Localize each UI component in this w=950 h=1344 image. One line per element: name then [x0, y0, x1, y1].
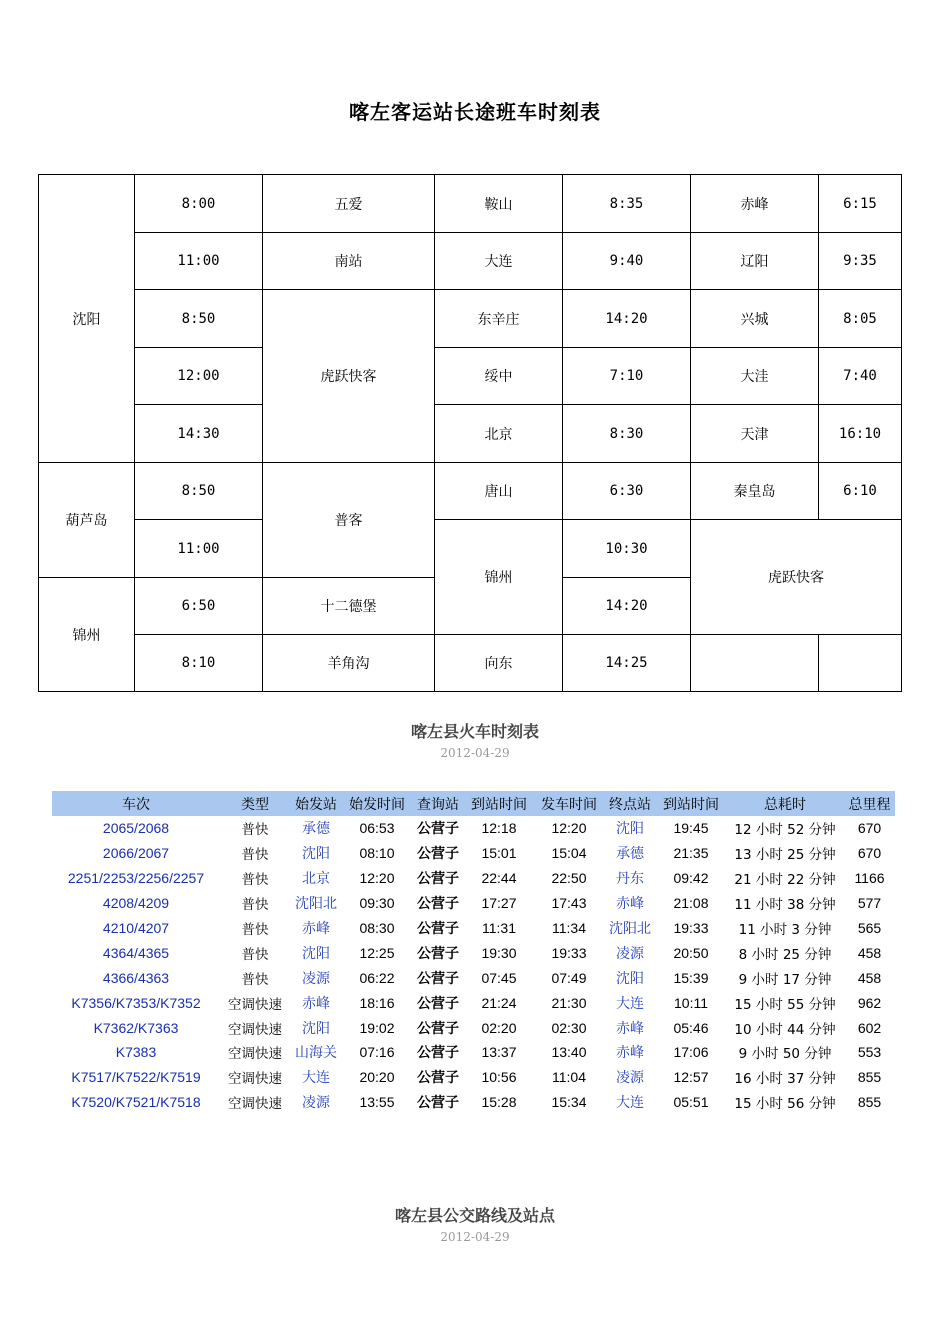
column-header: 查询站: [412, 791, 464, 816]
time-cell: 7:40: [819, 348, 902, 405]
column-header: 总里程: [844, 791, 895, 816]
query-station: 公营子: [417, 945, 459, 962]
destination-cell: 向东: [435, 635, 563, 692]
time-cell: 7:10: [563, 348, 691, 405]
destination-cell: 锦州: [435, 520, 563, 635]
total-duration: 10 小时 44 分钟: [734, 1021, 836, 1038]
departure-time-cell: 6:50: [135, 578, 263, 635]
total-duration: 15 小时 56 分钟: [734, 1096, 836, 1113]
train-type: 空调快速: [228, 996, 282, 1013]
origin-station-link[interactable]: 山海关: [295, 1045, 337, 1062]
origin-station-link[interactable]: 沈阳: [302, 846, 330, 863]
train-type: 空调快速: [228, 1071, 282, 1088]
time-cell: 8:30: [563, 405, 691, 463]
query-station: 公营子: [417, 1095, 459, 1112]
train-table-body: [52, 816, 895, 1115]
total-distance: 458: [857, 969, 882, 986]
total-distance: 855: [857, 1094, 882, 1111]
destination-cell: 秦皇岛: [691, 463, 819, 520]
total-distance: 553: [857, 1044, 882, 1061]
train-type: 普快: [241, 922, 269, 938]
leave-time: 19:33: [551, 944, 587, 961]
destination-cell: 兴城: [691, 290, 819, 348]
departure-time: 18:16: [359, 994, 395, 1011]
time-cell: 10:30: [563, 520, 691, 578]
time-cell: 8:05: [819, 290, 902, 348]
train-number-link[interactable]: K7383: [115, 1044, 157, 1061]
origin-station-link[interactable]: 凌源: [302, 1095, 330, 1112]
table-row: [52, 965, 895, 990]
column-header: 终点站: [604, 791, 656, 816]
departure-time-cell: 11:00: [135, 520, 263, 578]
origin-cell: 葫芦岛: [39, 463, 135, 578]
train-number-link[interactable]: 4210/4207: [102, 920, 170, 936]
route-cell: 十二德堡: [263, 578, 435, 635]
total-distance: 1166: [854, 870, 885, 887]
terminal-station-link[interactable]: 承德: [616, 846, 644, 863]
terminal-station-link[interactable]: 丹东: [616, 871, 644, 888]
total-duration: 16 小时 37 分钟: [734, 1071, 836, 1088]
terminal-station-link[interactable]: 赤峰: [616, 1045, 644, 1062]
leave-time: 13:40: [551, 1044, 587, 1061]
query-station: 公营子: [417, 921, 459, 937]
leave-time: 12:20: [551, 820, 587, 837]
time-cell: 14:25: [563, 635, 691, 692]
arrival-time: 13:37: [481, 1044, 517, 1061]
terminal-station-link[interactable]: 大连: [616, 995, 644, 1012]
origin-station-link[interactable]: 赤峰: [302, 995, 330, 1012]
time-cell: 6:30: [563, 463, 691, 520]
leave-time: 11:04: [552, 1069, 586, 1086]
arrival-time: 15:28: [481, 1094, 517, 1111]
terminal-arrival-time: 15:39: [673, 969, 709, 986]
origin-station-link[interactable]: 承德: [302, 821, 330, 838]
origin-station-link[interactable]: 沈阳北: [295, 896, 337, 913]
total-distance: 962: [857, 994, 882, 1011]
terminal-arrival-time: 09:42: [673, 870, 709, 887]
departure-time: 09:30: [359, 895, 395, 912]
train-type: 普快: [241, 872, 269, 889]
table-row: [52, 1065, 895, 1090]
query-station: 公营子: [417, 995, 459, 1012]
route-cell: 五爱: [263, 175, 435, 233]
train-number-link[interactable]: 4208/4209: [102, 895, 170, 912]
total-duration: 11 小时 38 分钟: [734, 897, 836, 914]
time-cell: 9:40: [563, 233, 691, 290]
table-row: [52, 1015, 895, 1040]
arrival-time: 11:31: [482, 920, 516, 936]
total-duration: 8 小时 25 分钟: [738, 946, 832, 963]
terminal-arrival-time: 20:50: [673, 944, 709, 961]
departure-time-cell: 8:50: [135, 290, 263, 348]
departure-time: 06:22: [359, 969, 395, 986]
time-cell: 6:10: [819, 463, 902, 520]
departure-time: 19:02: [359, 1019, 395, 1036]
departure-time-cell: 8:10: [135, 635, 263, 692]
origin-station-link[interactable]: 沈阳: [302, 1020, 330, 1037]
departure-time: 13:55: [359, 1094, 395, 1111]
total-distance: 565: [857, 920, 882, 936]
arrival-time: 17:27: [481, 895, 517, 912]
table-row: [52, 816, 895, 841]
train-section-title: 喀左县火车时刻表: [410, 722, 539, 741]
route-cell: 虎跃快客: [263, 290, 435, 463]
leave-time: 15:34: [551, 1094, 587, 1111]
train-number-link[interactable]: 2251/2253/2256/2257: [67, 870, 205, 887]
table-row: [52, 841, 895, 866]
column-header: 到站时间: [656, 791, 726, 816]
table-row: [52, 940, 895, 965]
total-duration: 21 小时 22 分钟: [734, 872, 836, 889]
total-duration: 9 小时 50 分钟: [738, 1046, 832, 1063]
terminal-station-link[interactable]: 赤峰: [616, 896, 644, 913]
terminal-station-link[interactable]: 凌源: [616, 945, 644, 962]
origin-station-link[interactable]: 沈阳: [302, 945, 330, 962]
arrival-time: 15:01: [481, 845, 517, 862]
origin-cell: 沈阳: [39, 175, 135, 463]
time-cell: 14:20: [563, 290, 691, 348]
terminal-station-link[interactable]: 赤峰: [616, 1020, 644, 1037]
arrival-time: 07:45: [481, 969, 517, 986]
terminal-station-link[interactable]: 大连: [616, 1095, 644, 1112]
terminal-arrival-time: 05:51: [673, 1094, 709, 1111]
origin-station-link[interactable]: 凌源: [302, 970, 330, 987]
train-type: 空调快速: [228, 1096, 282, 1113]
column-header: 类型: [220, 791, 290, 816]
train-header-row: [52, 791, 895, 816]
leave-time: 22:50: [551, 870, 587, 887]
origin-station-link[interactable]: 北京: [302, 871, 330, 888]
terminal-arrival-time: 21:08: [673, 895, 709, 912]
train-number-link[interactable]: K7520/K7521/K7518: [71, 1094, 201, 1111]
column-header: 始发站: [290, 791, 342, 816]
destination-cell: 辽阳: [691, 233, 819, 290]
arrival-time: 12:18: [481, 820, 517, 837]
route-cell: 普客: [263, 463, 435, 578]
query-station: 公营子: [417, 1045, 459, 1062]
departure-time: 08:10: [359, 845, 395, 862]
arrival-time: 19:30: [481, 944, 517, 961]
terminal-station-link[interactable]: 凌源: [616, 1070, 644, 1087]
total-duration: 15 小时 55 分钟: [734, 996, 836, 1013]
origin-cell: 锦州: [39, 578, 135, 692]
query-station: 公营子: [417, 1070, 459, 1087]
empty-cell: [691, 635, 819, 692]
train-schedule-table: [52, 791, 895, 1115]
terminal-arrival-time: 10:11: [674, 994, 708, 1011]
terminal-arrival-time: 05:46: [673, 1019, 709, 1036]
table-row: [52, 990, 895, 1015]
terminal-arrival-time: 17:06: [673, 1044, 709, 1061]
arrival-time: 22:44: [481, 870, 517, 887]
departure-time: 12:25: [359, 944, 395, 961]
query-station: 公营子: [417, 896, 459, 913]
column-header: 车次: [52, 791, 220, 816]
departure-time-cell: 8:50: [135, 463, 263, 520]
destination-cell: 绥中: [435, 348, 563, 405]
total-distance: 855: [857, 1069, 882, 1086]
train-number-link[interactable]: 4366/4363: [102, 969, 170, 986]
train-section-date: 2012-04-29: [440, 746, 510, 760]
arrival-time: 10:56: [481, 1069, 517, 1086]
total-duration: 11 小时 3 分钟: [738, 922, 832, 938]
train-number-link[interactable]: K7517/K7522/K7519: [71, 1069, 201, 1086]
table-row: [52, 891, 895, 916]
departure-time: 20:20: [359, 1069, 395, 1086]
train-type: 普快: [241, 897, 269, 914]
route-cell: 南站: [263, 233, 435, 290]
terminal-arrival-time: 19:33: [673, 920, 709, 936]
destination-cell: 北京: [435, 405, 563, 463]
query-station: 公营子: [417, 821, 459, 838]
total-duration: 12 小时 52 分钟: [734, 822, 836, 839]
query-station: 公营子: [417, 846, 459, 863]
destination-cell: 天津: [691, 405, 819, 463]
departure-time-cell: 12:00: [135, 348, 263, 405]
table-row: [52, 916, 895, 941]
total-distance: 458: [857, 944, 882, 961]
leave-time: 21:30: [551, 994, 587, 1011]
departure-time-cell: 14:30: [135, 405, 263, 463]
time-cell: 16:10: [819, 405, 902, 463]
arrival-time: 02:20: [481, 1019, 517, 1036]
train-type: 普快: [241, 946, 269, 963]
train-type: 普快: [241, 971, 269, 988]
total-distance: 670: [857, 820, 882, 837]
train-number-link[interactable]: 2066/2067: [102, 845, 170, 862]
empty-cell: [819, 635, 902, 692]
origin-station-link[interactable]: 赤峰: [302, 921, 330, 937]
terminal-arrival-time: 12:57: [673, 1069, 709, 1086]
query-station: 公营子: [417, 1020, 459, 1037]
leave-time: 07:49: [551, 969, 587, 986]
terminal-arrival-time: 21:35: [673, 845, 709, 862]
departure-time: 12:20: [359, 870, 395, 887]
total-distance: 602: [857, 1019, 882, 1036]
query-station: 公营子: [417, 970, 459, 987]
column-header: 到站时间: [464, 791, 534, 816]
bus-section-date: 2012-04-29: [440, 1230, 510, 1244]
destination-cell: 东辛庄: [435, 290, 563, 348]
query-station: 公营子: [417, 871, 459, 888]
total-distance: 577: [857, 895, 882, 912]
table-row: [52, 1090, 895, 1115]
train-number-link[interactable]: 2065/2068: [102, 820, 170, 837]
time-cell: 9:35: [819, 233, 902, 290]
total-duration: 9 小时 17 分钟: [738, 971, 832, 988]
route-cell: 羊角沟: [263, 635, 435, 692]
train-type: 空调快速: [228, 1021, 282, 1038]
terminal-station-link[interactable]: 沈阳: [616, 970, 644, 987]
train-type: 普快: [241, 822, 269, 839]
total-distance: 670: [857, 845, 882, 862]
total-duration: 13 小时 25 分钟: [734, 847, 836, 864]
destination-cell: 唐山: [435, 463, 563, 520]
leave-time: 15:04: [551, 845, 587, 862]
terminal-station-link[interactable]: 沈阳: [616, 821, 644, 838]
destination-cell: 鞍山: [435, 175, 563, 233]
bus-section-title: 喀左县公交路线及站点: [394, 1206, 555, 1225]
page-title: 喀左客运站长途班车时刻表: [349, 100, 601, 124]
time-cell: 6:15: [819, 175, 902, 233]
arrival-time: 21:24: [481, 994, 517, 1011]
train-type: 普快: [241, 847, 269, 864]
terminal-arrival-time: 19:45: [673, 820, 709, 837]
train-number-link[interactable]: 4364/4365: [102, 944, 170, 961]
column-header: 发车时间: [534, 791, 604, 816]
column-header: 始发时间: [342, 791, 412, 816]
train-type: 空调快速: [228, 1046, 282, 1063]
table-row: [52, 1040, 895, 1065]
destination-cell: 赤峰: [691, 175, 819, 233]
column-header: 总耗时: [726, 791, 844, 816]
train-number-link[interactable]: K7356/K7353/K7352: [71, 994, 201, 1011]
terminal-station-link[interactable]: 沈阳北: [609, 921, 651, 937]
table-row: [52, 866, 895, 891]
destination-cell: 虎跃快客: [691, 520, 902, 635]
leave-time: 02:30: [551, 1019, 587, 1036]
departure-time: 06:53: [359, 820, 395, 837]
time-cell: 14:20: [563, 578, 691, 635]
train-number-link[interactable]: K7362/K7363: [93, 1019, 179, 1036]
leave-time: 17:43: [551, 895, 587, 912]
departure-time: 08:30: [359, 920, 395, 936]
time-cell: 8:35: [563, 175, 691, 233]
destination-cell: 大连: [435, 233, 563, 290]
destination-cell: 大洼: [691, 348, 819, 405]
bus-schedule-table: [38, 174, 902, 692]
departure-time: 07:16: [359, 1044, 395, 1061]
departure-time-cell: 8:00: [135, 175, 263, 233]
departure-time-cell: 11:00: [135, 233, 263, 290]
origin-station-link[interactable]: 大连: [302, 1070, 330, 1087]
leave-time: 11:34: [552, 920, 586, 936]
